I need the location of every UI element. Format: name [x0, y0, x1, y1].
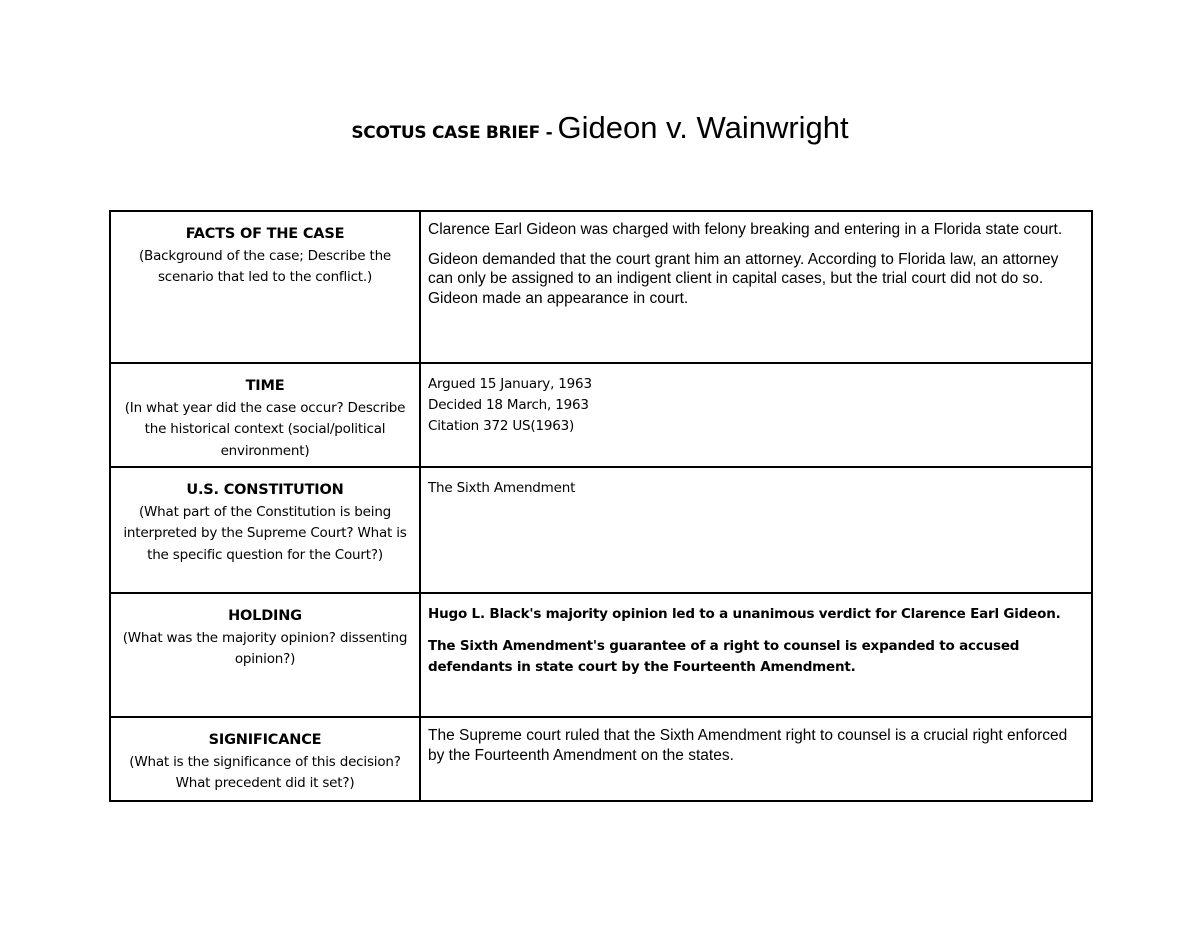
- case-name: Gideon v. Wainwright: [557, 110, 849, 145]
- constitution-answer: The Sixth Amendment: [428, 480, 576, 496]
- facts-paragraph: Gideon demanded that the court grant him an attorney. According to Florida law, an attorney can only be assigned to an indigent client in capital cases, but the trial court did not do so. Gideon made an appearance in court.: [428, 250, 1059, 307]
- constitution-label-cell: [110, 467, 420, 593]
- table-row-facts: [110, 211, 1092, 363]
- row-label: HOLDING: [228, 608, 302, 624]
- argued-date: Argued 15 January, 1963: [428, 376, 592, 392]
- row-prompt: (Background of the case; Describe the scenario that led to the conflict.): [138, 247, 392, 285]
- row-label: U.S. CONSTITUTION: [186, 482, 344, 498]
- row-prompt: (What part of the Constitution is being interpreted by the Supreme Court? What is the specific question for the Court?): [123, 503, 407, 563]
- facts-content-cell: [420, 211, 1092, 363]
- case-brief-table: [109, 210, 1093, 802]
- significance-content-cell: [420, 717, 1092, 801]
- citation: Citation 372 US(1963): [428, 418, 575, 434]
- significance-label-cell: [110, 717, 420, 801]
- holding-content-cell: [420, 593, 1092, 717]
- row-label: FACTS OF THE CASE: [185, 226, 345, 242]
- holding-paragraph: The Sixth Amendment's guarantee of a right to counsel is expanded to accused defendants in state court by the Fourteenth Amendment.: [428, 638, 1020, 675]
- row-prompt: (What was the majority opinion? dissenting opinion?): [122, 629, 408, 667]
- table-row-holding: [110, 593, 1092, 717]
- row-prompt: (What is the significance of this decision? What precedent did it set?): [129, 753, 401, 791]
- facts-paragraph: Clarence Earl Gideon was charged with felony breaking and entering in a Florida state court.: [428, 221, 1063, 238]
- holding-label-cell: [110, 593, 420, 717]
- decided-date: Decided 18 March, 1963: [428, 397, 589, 413]
- time-label-cell: [110, 363, 420, 467]
- row-label: TIME: [245, 378, 285, 394]
- table-row-time: [110, 363, 1092, 467]
- time-content-cell: [420, 363, 1092, 467]
- row-label: SIGNIFICANCE: [208, 732, 322, 748]
- row-prompt: (In what year did the case occur? Describe the historical context (social/political environment): [124, 399, 406, 459]
- title-prefix: SCOTUS CASE BRIEF -: [351, 123, 553, 143]
- significance-paragraph: The Supreme court ruled that the Sixth Amendment right to counsel is a crucial right enforced by the Fourteenth Amendment on the states.: [428, 727, 1068, 764]
- facts-label-cell: [110, 211, 420, 363]
- table-row-constitution: [110, 467, 1092, 593]
- table-row-significance: [110, 717, 1092, 801]
- holding-paragraph: Hugo L. Black's majority opinion led to a unanimous verdict for Clarence Earl Gideon.: [428, 606, 1061, 622]
- constitution-content-cell: [420, 467, 1092, 593]
- page-title: [0, 110, 1200, 146]
